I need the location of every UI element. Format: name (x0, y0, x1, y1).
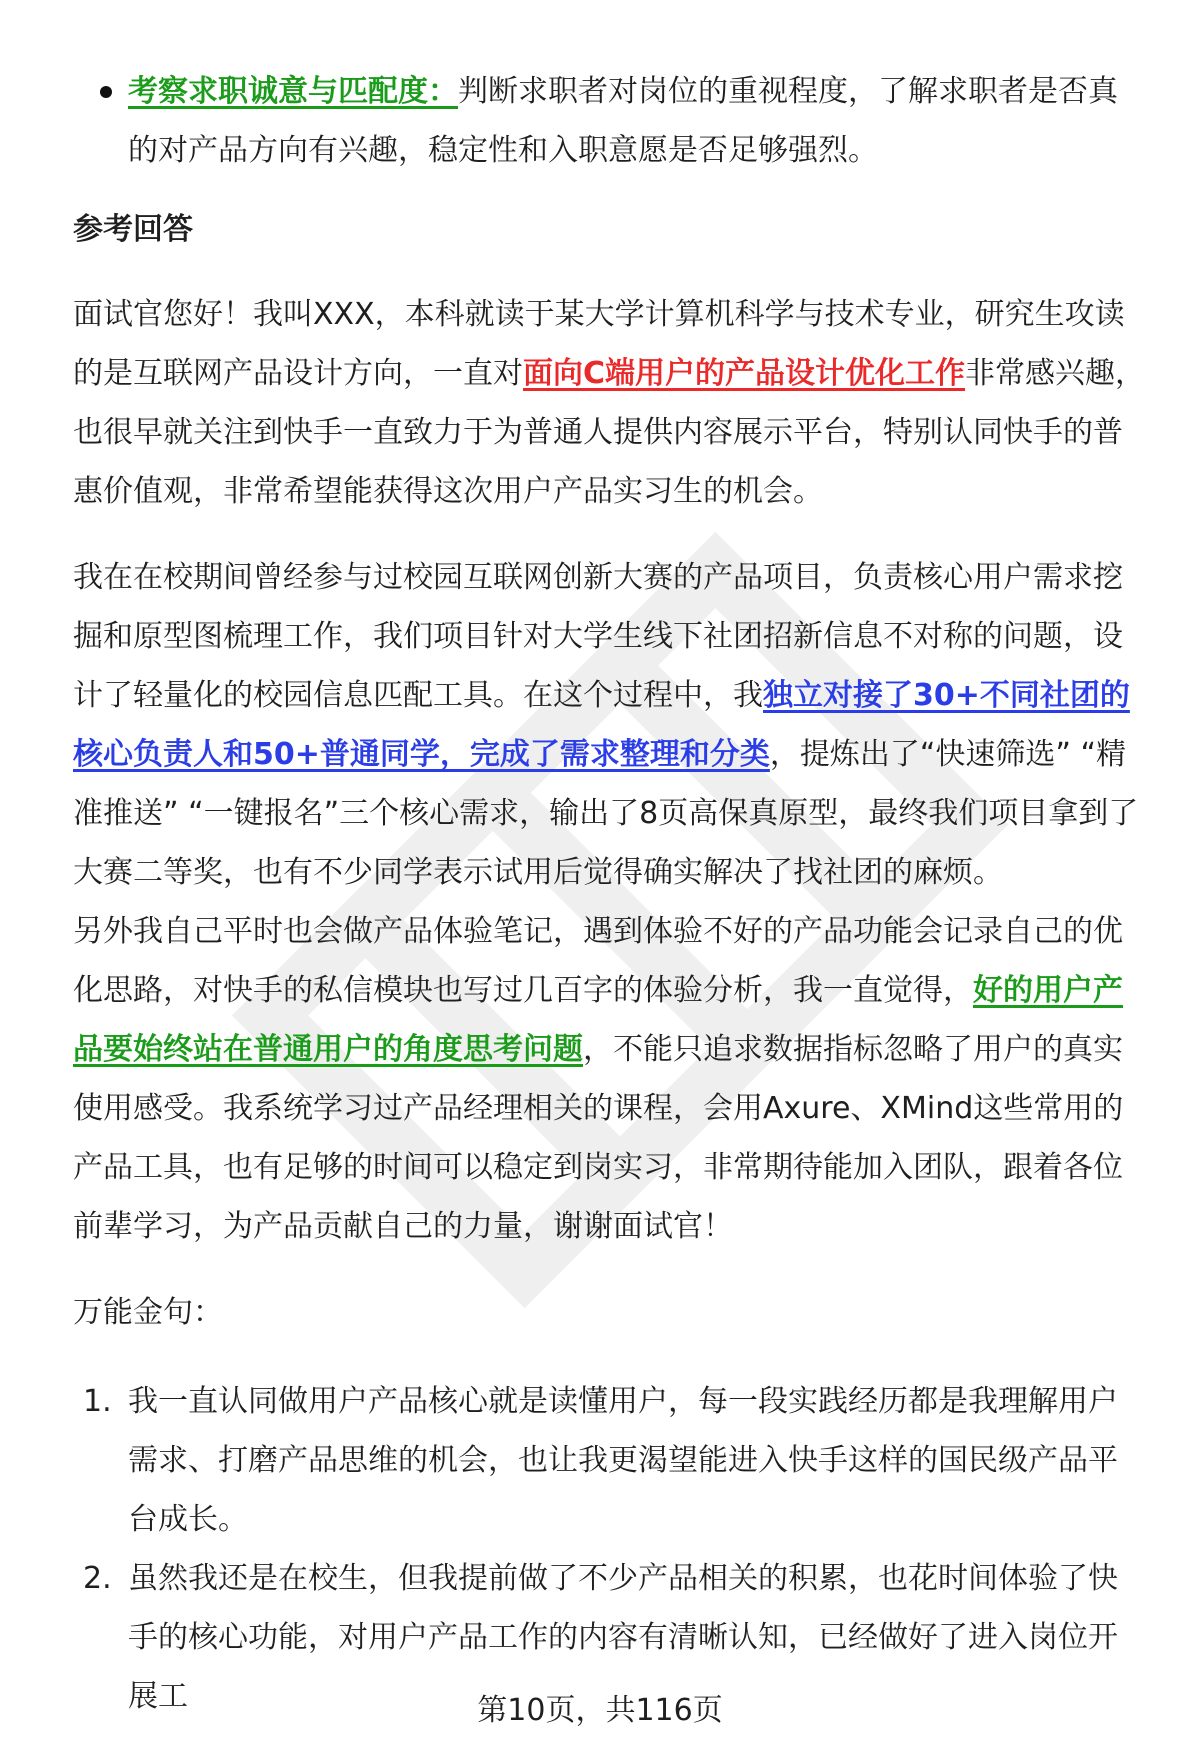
para2-text-after: ，提炼出了“快速筛选” “精准推送” “一键报名”三个核心需求，输出了8页高保真原型，最终我们项目拿到了大赛二等奖，也有不少同学表示试用后觉得确实解决了找社团的麻烦。 (73, 737, 1139, 890)
intro-bullet-highlight: 考察求职诚意与匹配度： (128, 74, 458, 109)
golden-list-item (73, 1372, 1147, 1549)
para1-text-before: 面试官您好！我叫XXX，本科就读于某大学计算机科学与技术专业，研究生攻读的是互联网产品设计方向，一直对 (73, 297, 1125, 391)
para3-highlight: 好的用户产品要始终站在普通用户的角度思考问题 (73, 973, 1123, 1067)
answer-paragraph-3 (73, 902, 1147, 1256)
bullet-dot-icon (100, 86, 112, 98)
document-content (73, 62, 1147, 1726)
section-heading: 参考回答 (73, 212, 193, 247)
para3-text-after: ，不能只追求数据指标忽略了用户的真实使用感受。我系统学习过产品经理相关的课程，会用Axure、XMind这些常用的产品工具，也有足够的时间可以稳定到岗实习，非常期待能加入团队，跟着各位前辈学习，为产品贡献自己的力量，谢谢面试官！ (73, 1032, 1124, 1244)
answer-paragraph-1 (73, 285, 1147, 521)
intro-bullet-text: 判断求职者对岗位的重视程度，了解求职者是否真的对产品方向有兴趣，稳定性和入职意愿是否足够强烈。 (128, 74, 1118, 168)
para3-text-before: 另外我自己平时也会做产品体验笔记，遇到体验不好的产品功能会记录自己的优化思路，对快手的私信模块也写过几百字的体验分析，我一直觉得， (73, 914, 1123, 1008)
page-number-footer: 第10页，共116页 (477, 1693, 723, 1728)
list-item-text: 虽然我还是在校生，但我提前做了不少产品相关的积累，也花时间体验了快手的核心功能，对用户产品工作的内容有清晰认知，已经做好了进入岗位开展工 (128, 1561, 1118, 1714)
para1-highlight: 面向C端用户的产品设计优化工作 (523, 356, 966, 391)
para2-text-before: 我在在校期间曾经参与过校园互联网创新大赛的产品项目，负责核心用户需求挖掘和原型图梳理工作，我们项目针对大学生线下社团招新信息不对称的问题，设计了轻量化的校园信息匹配工具。在这个过程中，我 (73, 560, 1123, 713)
list-number: 2. (83, 1561, 112, 1596)
para1-text-after: 非常感兴趣，也很早就关注到快手一直致力于为普通人提供内容展示平台，特别认同快手的普惠价值观，非常希望能获得这次用户产品实习生的机会。 (73, 356, 1146, 509)
list-item-text: 我一直认同做用户产品核心就是读懂用户，每一段实践经历都是我理解用户需求、打磨产品思维的机会，也让我更渴望能进入快手这样的国民级产品平台成长。 (128, 1384, 1118, 1537)
golden-sentences-heading: 万能金句： (73, 1295, 223, 1330)
para2-highlight: 独立对接了30+不同社团的核心负责人和50+普通同学，完成了需求整理和分类 (73, 678, 1130, 772)
intro-bullet-item (73, 62, 1147, 180)
list-number: 1. (83, 1384, 112, 1419)
answer-paragraph-2 (73, 548, 1147, 902)
